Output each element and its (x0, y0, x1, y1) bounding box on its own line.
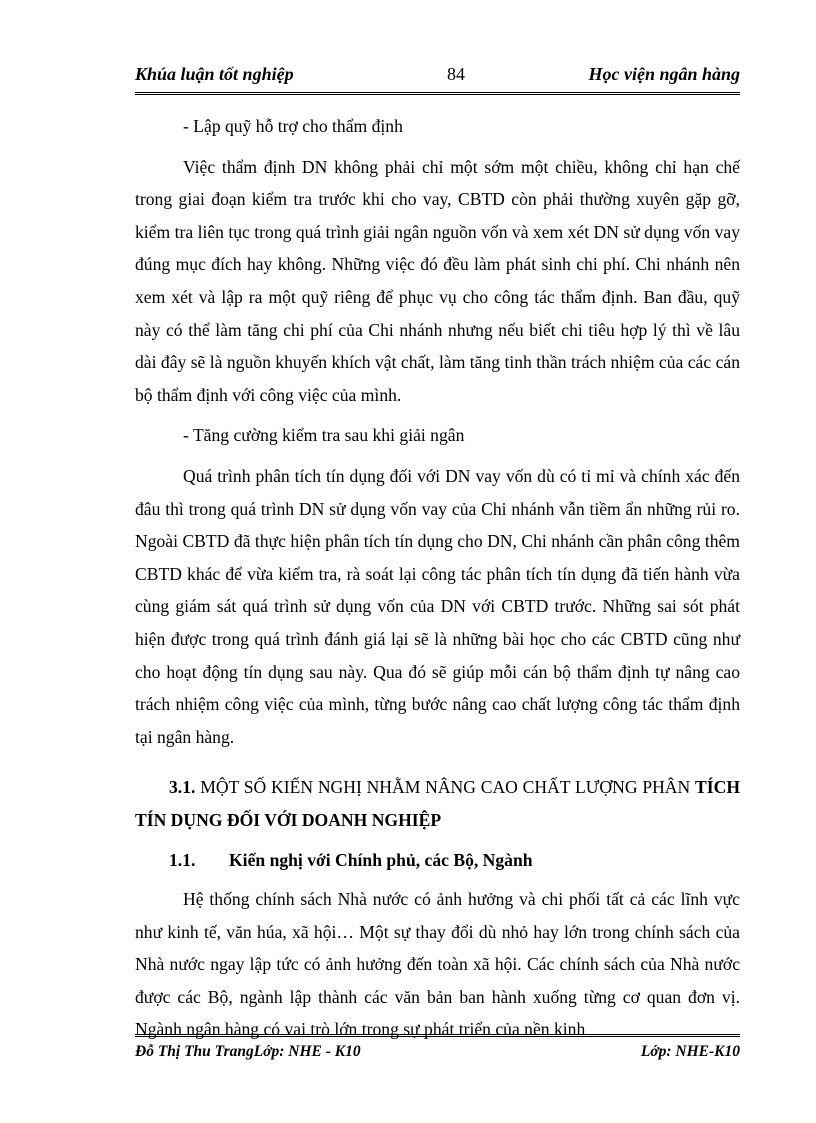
paragraph-fund-appraisal: Việc thẩm định DN không phải chỉ một sớm một chiều, không chỉ hạn chế trong giai đoạn kiểm tra trước khi cho vay, CBTD còn phải thường xuyên gặp gỡ, kiểm tra liên tục trong quá trình giải ngân nguồn vốn và xem xét DN sử dụng vốn vay đúng mục đích hay không. Những việc đó đều làm phát sinh chi phí. Chi nhánh nên xem xét và lập ra một quỹ riêng để phục vụ cho công tác thẩm định. Ban đầu, quỹ này có thể làm tăng chi phí của Chi nhánh nhưng nếu biết chi tiêu hợp lý thì về lâu dài đây sẽ là nguồn khuyến khích vật chất, làm tăng tinh thần trách nhiệm của các cán bộ thẩm định với công việc của mình. (135, 156, 740, 405)
page-footer (135, 1034, 740, 1067)
section-heading (135, 771, 740, 836)
page-header (135, 64, 740, 95)
page-body (135, 110, 740, 1046)
subsection-title: Kiến nghị với Chính phủ, các Bộ, Ngành (229, 850, 533, 871)
section-title-line2: TÍCH TÍN DỤNG ĐỐI VỚI DOANH NGHIỆP (135, 777, 741, 830)
subsection-number: 1.1. (169, 850, 196, 871)
header-thesis-label: Khúa luận tốt nghiệp (135, 64, 294, 84)
paragraph-government-recommendations: Hệ thống chính sách Nhà nước có ảnh hưởng và chi phối tất cả các lĩnh vực như kinh tế, văn húa, xã hội… Một sự thay đổi dù nhỏ hay lớn trong chính sách của Nhà nước ngay lập tức có ảnh hưởng đến toàn xã hội. Các chính sách của Nhà nước được các Bộ, ngành lập thành các văn bản ban hành xuống từng cơ quan đơn vị. Ngành ngân hàng có vai trò lớn trong sự phát triển của nền kinh (135, 889, 740, 1040)
section-number: 3.1. (169, 777, 196, 798)
footer-class: Lớp: NHE-K10 (640, 1043, 740, 1060)
page-number: 84 (447, 64, 465, 84)
section-title-line1: MỘT SỐ KIẾN NGHỊ NHẰM NÂNG CAO CHẤT LƯỢNG PHÂN (200, 777, 691, 798)
header-institution: Học viện ngân hàng (588, 64, 740, 84)
paragraph-post-disbursement-check: Quá trình phân tích tín dụng đối với DN vay vốn dù có tỉ mỉ và chính xác đến đâu thì trong quá trình DN sử dụng vốn vay của Chi nhánh vẫn tiềm ẩn những rủi ro. Ngoài CBTD đã thực hiện phân tích tín dụng cho DN, Chi nhánh cần phân công thêm CBTD khác để vừa kiểm tra, rà soát lại công tác phân tích tín dụng đã tiến hành vừa cùng giám sát quá trình sử dụng vốn của DN với CBTD trước. Những sai sót phát hiện được trong quá trình đánh giá lại sẽ là những bài học cho các CBTD cũng như cho hoạt động tín dụng sau này. Qua đó sẽ giúp mỗi cán bộ thẩm định tự nâng cao trách nhiệm công việc của mình, từng bước nâng cao chất lượng công tác thẩm định tại ngân hàng. (135, 465, 740, 747)
footer-author: Đỗ Thị Thu TrangLớp: NHE - K10 (135, 1043, 361, 1060)
bullet-fund-appraisal: - Lập quỹ hỗ trợ cho thẩm định (183, 116, 403, 136)
subsection-heading (135, 844, 740, 877)
bullet-post-disbursement-check: - Tăng cường kiểm tra sau khi giải ngân (183, 425, 465, 446)
